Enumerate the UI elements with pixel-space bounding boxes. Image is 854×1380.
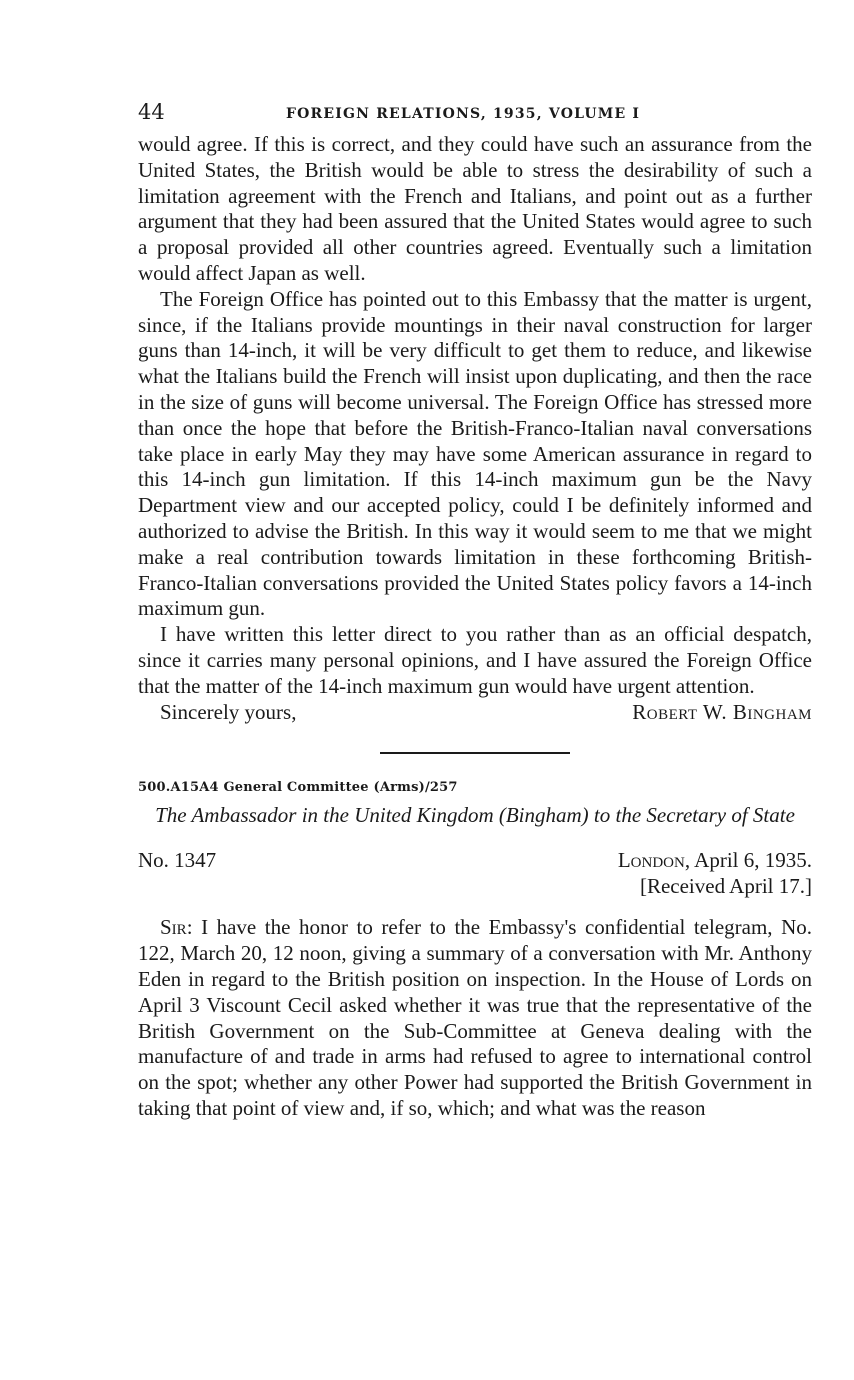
- signature: Robert W. Bingham: [632, 699, 812, 724]
- letter-paragraph-3: I have written this letter direct to you rather than as an official despatch, since it carries many personal opinions, and I have assured the Foreign Office that the matter of the 14-inch maximum gun would have urgent attention.: [138, 622, 812, 698]
- received-date: [Received April 17.]: [639, 874, 812, 899]
- closing-salutation: Sincerely yours,: [160, 699, 297, 724]
- letter-paragraph-2: The Foreign Office has pointed out to this Embassy that the matter is urgent, since, if the Italians provide mountings in their naval construction for larger guns than 14-inch, it will be very difficult to get them to reduce, and likewise what the Italians build the French will insist upon duplicating, and then the race in the size of guns will become universal. The Foreign Office has stressed more than once the hope that before the British-Franco-Italian naval conversations take place in early May they may have some American assurance in regard to this 14-inch gun limitation. If this 14-inch maximum gun be the Navy Department view and our accepted policy, could I be definitely informed and authorized to advise the British. In this way it would seem to me that we might make a real contribution towards limitation in these forthcoming British-Franco-Italian conversations provided the United States policy favors a 14-inch maximum gun.: [138, 286, 812, 621]
- running-head: [138, 98, 812, 132]
- salutation: Sir: [160, 915, 187, 940]
- document-place: London: [617, 848, 685, 873]
- document-page: [138, 98, 812, 1122]
- section-divider: [380, 752, 570, 754]
- document-meta: [138, 848, 812, 904]
- page-number: 44: [138, 100, 165, 124]
- document-date-line: [618, 848, 812, 874]
- document-title: The Ambassador in the United Kingdom (Bingham) to the Secretary of State: [155, 802, 795, 827]
- letter-paragraph-1: would agree. If this is correct, and they could have such an assurance from the United States, the British would be able to stress the desirability of such a limitation agreement with the French and Italians, and point out as a further argument that they had been assured that the United States would agree to such a proposal provided all other countries agreed. Eventually such a limitation would affect Japan as well.: [138, 132, 812, 285]
- running-title: FOREIGN RELATIONS, 1935, VOLUME I: [286, 106, 641, 122]
- document-number: No. 1347: [138, 848, 217, 873]
- document-date: , April 6, 1935.: [684, 848, 812, 873]
- letter-closing: [138, 700, 812, 730]
- document-body-text: : I have the honor to refer to the Embassy's confidential telegram, No. 122, March 20, 12 noon, giving a summary of a conversation with Mr. Anthony Eden in regard to the British position on inspection. In the House of Lords on April 3 Viscount Cecil asked whether it was true that the representative of the British Government on the Sub-Committee at Geneva dealing with the manufacture of and trade in arms had refused to agree to international control on the spot; whether any other Power had supported the British Government in taking that point of view and, if so, which; and what was the reason: [138, 915, 812, 1120]
- document-body: [138, 915, 812, 1121]
- file-reference: 500.A15A4 General Committee (Arms)/257: [138, 779, 458, 795]
